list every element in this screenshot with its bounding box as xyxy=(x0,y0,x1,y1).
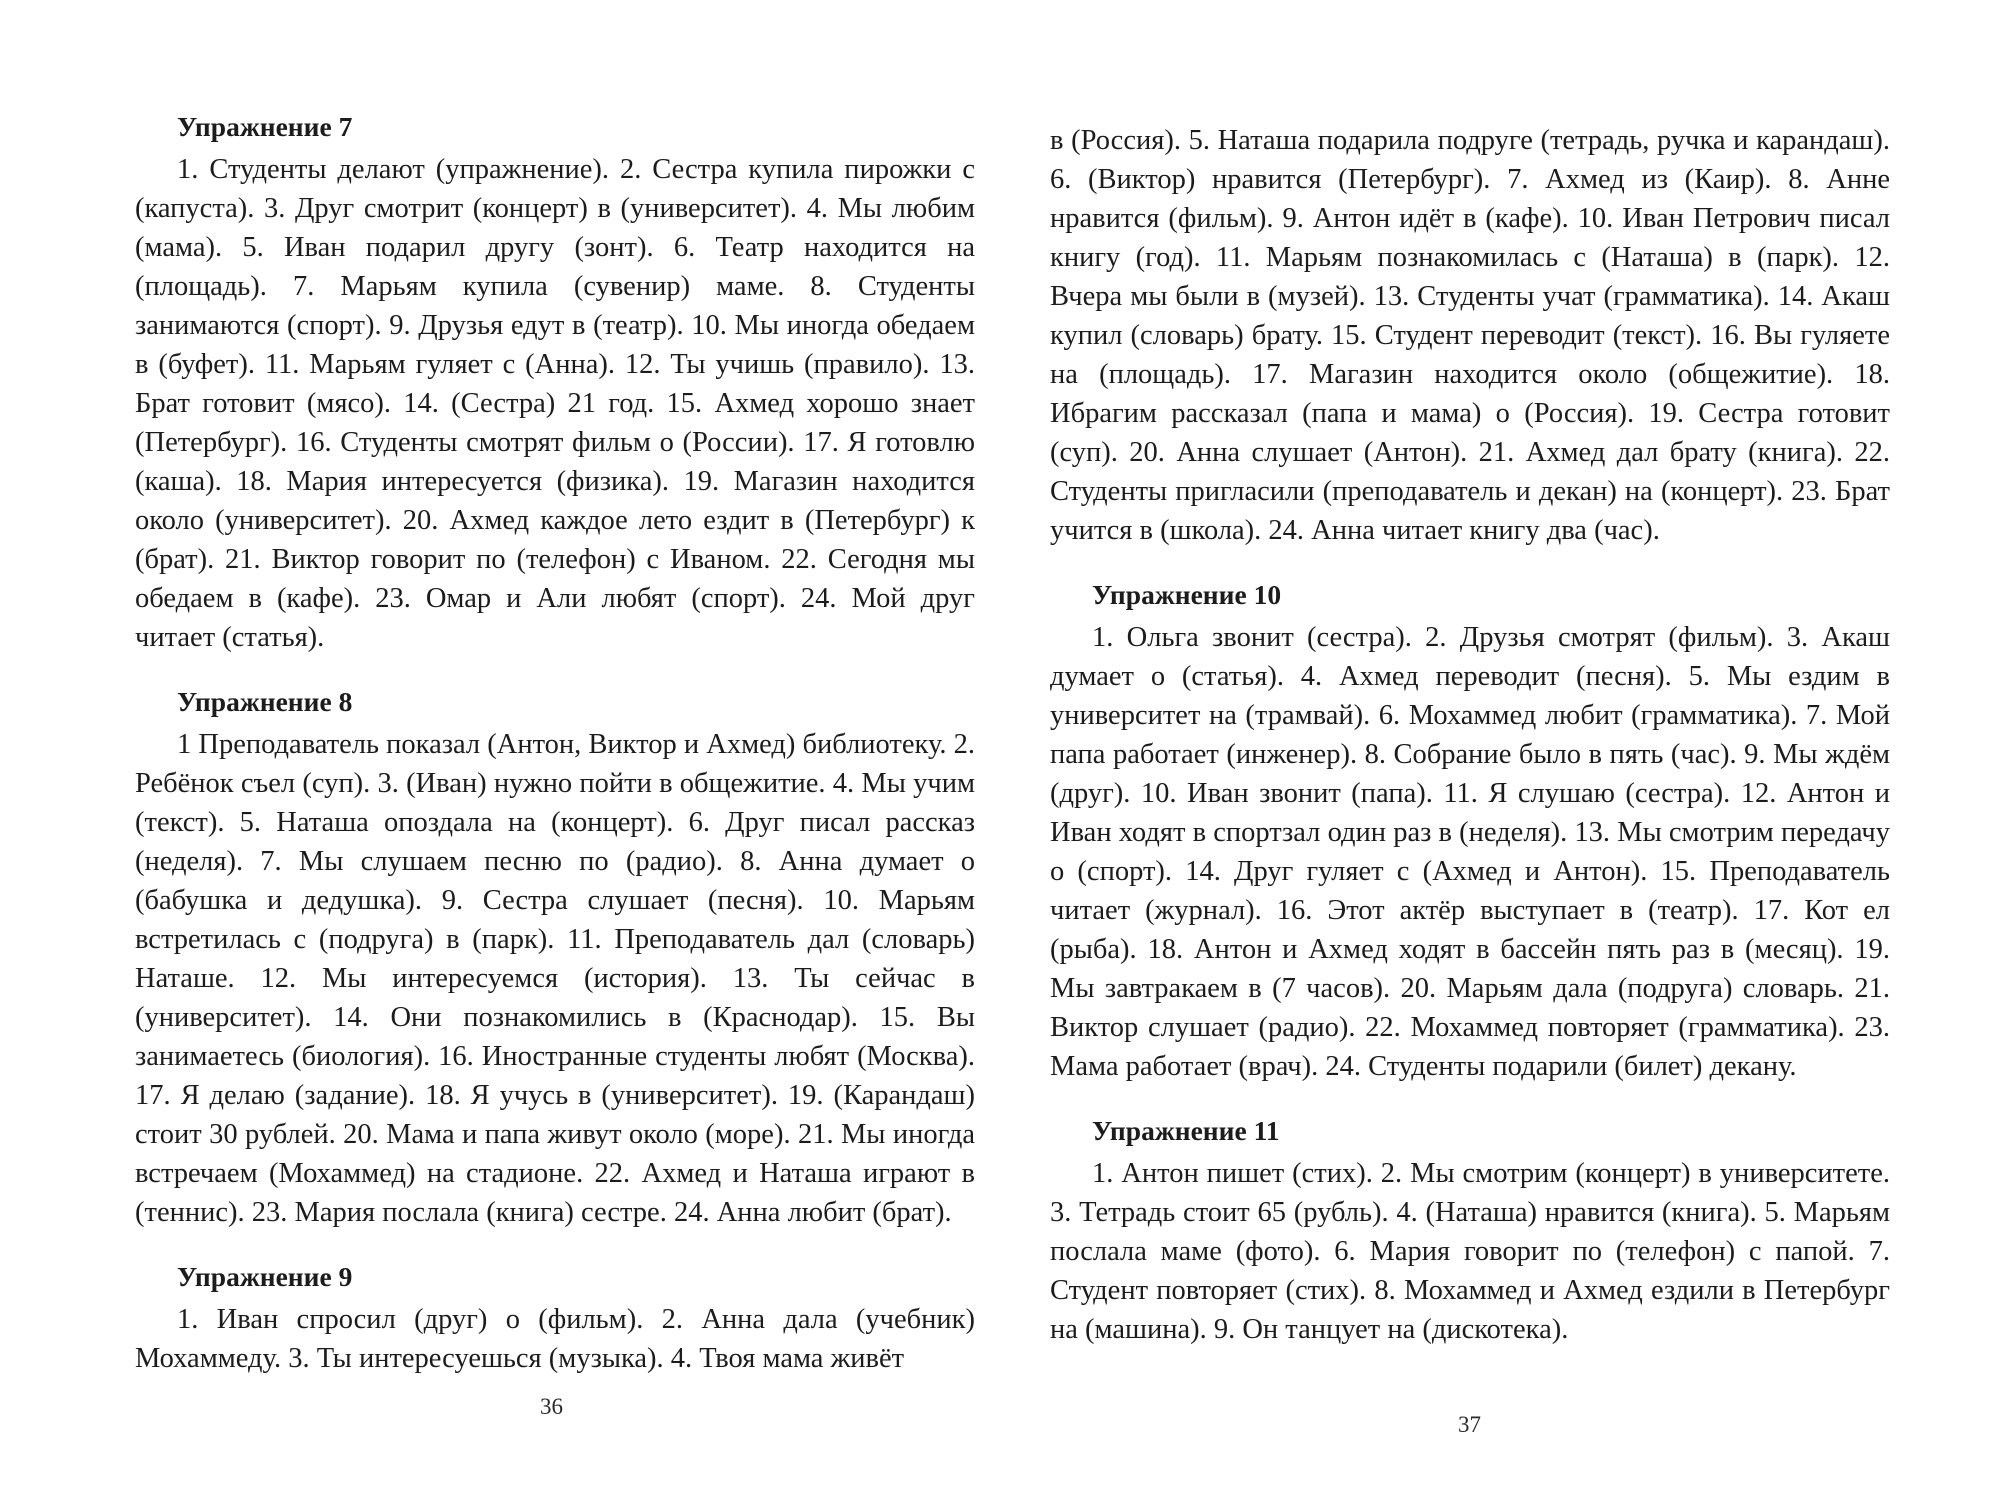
exercise-text: 1 Преподаватель показал (Антон, Виктор и Ахмед) библиотеку. 2. Ребёнок съел (суп). 3. (Иван) нужно пойти в общежитие. 4. Мы учим (текст). 5. Наташа опоздала на (концерт). 6. Друг писал рассказ (неделя). 7. Мы слушаем песню по (радио). 8. Анна думает о (бабушка и дедушка). 9. Сестра слушает (песня). 10. Марьям встретилась с (подруга) в (парк). 11. Преподаватель дал (словарь) Наташе. 12. Мы интересуемся (история). 13. Ты сейчас в (университет). 14. Они познакомились в (Краснодар). 15. Вы занимаетесь (биология). 16. Иностранные студенты любят (Москва). 17. Я делаю (задание). 18. Я учусь в (университет). 19. (Карандаш) стоит 30 рублей. 20. Мама и папа живут около (море). 21. Мы иногда встречаем (Мохаммед) на стадионе. 22. Ахмед и Наташа играют в (теннис). 23. Мария послала (книга) сестре. 24. Анна любит (брат). xyxy=(135,729,975,1228)
right-page-column xyxy=(1050,121,1890,1375)
exercise-9 xyxy=(135,1258,975,1378)
exercise-10 xyxy=(1050,576,1890,1086)
exercise-11 xyxy=(1050,1112,1890,1349)
exercise-heading: Упражнение 8 xyxy=(177,686,353,717)
exercise-text: 1. Студенты делают (упражнение). 2. Сестра купила пирожки с (капуста). 3. Друг смотрит (концерт) в (университет). 4. Мы любим (мама). 5. Иван подарил другу (зонт). 6. Театр находится на (площадь). 7. Марьям купила (сувенир) маме. 8. Студенты занимаются (спорт). 9. Друзья едут в (театр). 10. Мы иногда обедаем в (буфет). 11. Марьям гуляет с (Анна). 12. Ты учишь (правило). 13. Брат готовит (мясо). 14. (Сестра) 21 год. 15. Ахмед хорошо знает (Петербург). 16. Студенты смотрят фильм о (России). 17. Я готовлю (каша). 18. Мария интересуется (физика). 19. Магазин находится около (университет). 20. Ахмед каждое лето ездит в (Петербург) к (брат). 21. Виктор говорит по (телефон) с Иваном. 22. Сегодня мы обедаем в (кафе). 23. Омар и Али любят (спорт). 24. Мой друг читает (статья). xyxy=(135,154,975,653)
exercise-heading: Упражнение 11 xyxy=(1092,1115,1280,1146)
page-number: 36 xyxy=(540,1394,563,1419)
exercise-text: 1. Антон пишет (стих). 2. Мы смотрим (концерт) в университете. 3. Тетрадь стоит 65 (рубль). 4. (Наташа) нравится (книга). 5. Марьям послала маме (фото). 6. Мария говорит по (телефон) с папой. 7. Студент повторяет (стих). 8. Мохаммед и Ахмед ездили в Петербург на (машина). 9. Он танцует на (дискотека). xyxy=(1050,1158,1890,1345)
exercise-text: в (Россия). 5. Наташа подарила подруге (тетрадь, ручка и карандаш). 6. (Виктор) нравится (Петербург). 7. Ахмед из (Каир). 8. Анне нравится (фильм). 9. Антон идёт в (кафе). 10. Иван Петрович писал книгу (год). 11. Марьям познакомилась с (Наташа) в (парк). 12. Вчера мы были в (музей). 13. Студенты учат (грамматика). 14. Акаш купил (словарь) брату. 15. Студент переводит (текст). 16. Вы гуляете на (площадь). 17. Магазин находится около (общежитие). 18. Ибрагим рассказал (папа и мама) о (Россия). 19. Сестра готовит (суп). 20. Анна слушает (Антон). 21. Ахмед дал брату (книга). 22. Студенты пригласили (преподаватель и декан) на (концерт). 23. Брат учится в (школа). 24. Анна читает книгу два (час). xyxy=(1050,125,1890,546)
exercise-heading: Упражнение 7 xyxy=(177,111,353,142)
left-page-column xyxy=(135,108,975,1404)
exercise-text: 1. Ольга звонит (сестра). 2. Друзья смотрят (фильм). 3. Акаш думает о (статья). 4. Ахмед переводит (песня). 5. Мы ездим в университет на (трамвай). 6. Мохаммед любит (грамматика). 7. Мой папа работает (инженер). 8. Собрание было в пять (час). 9. Мы ждём (друг). 10. Иван звонит (папа). 11. Я слушаю (сестра). 12. Антон и Иван ходят в спортзал один раз в (неделя). 13. Мы смотрим передачу о (спорт). 14. Друг гуляет с (Ахмед и Антон). 15. Преподаватель читает (журнал). 16. Этот актёр выступает в (театр). 17. Кот ел (рыба). 18. Антон и Ахмед ходят в бассейн пять раз в (месяц). 19. Мы завтракаем в (7 часов). 20. Марьям дала (подруга) словарь. 21. Виктор слушает (радио). 22. Мохаммед повторяет (грамматика). 23. Мама работает (врач). 24. Студенты подарили (билет) декану. xyxy=(1050,622,1890,1082)
exercise-8 xyxy=(135,683,975,1232)
exercise-text: 1. Иван спросил (друг) о (фильм). 2. Анна дала (учебник) Мохаммеду. 3. Ты интересуешься (музыка). 4. Твоя мама живёт xyxy=(135,1304,975,1374)
exercise-7 xyxy=(135,108,975,657)
page-number: 37 xyxy=(1458,1412,1481,1437)
exercise-heading: Упражнение 10 xyxy=(1092,579,1282,610)
exercise-heading: Упражнение 9 xyxy=(177,1261,353,1292)
exercise-9-continuation xyxy=(1050,121,1890,550)
right-page xyxy=(1000,0,2000,1497)
